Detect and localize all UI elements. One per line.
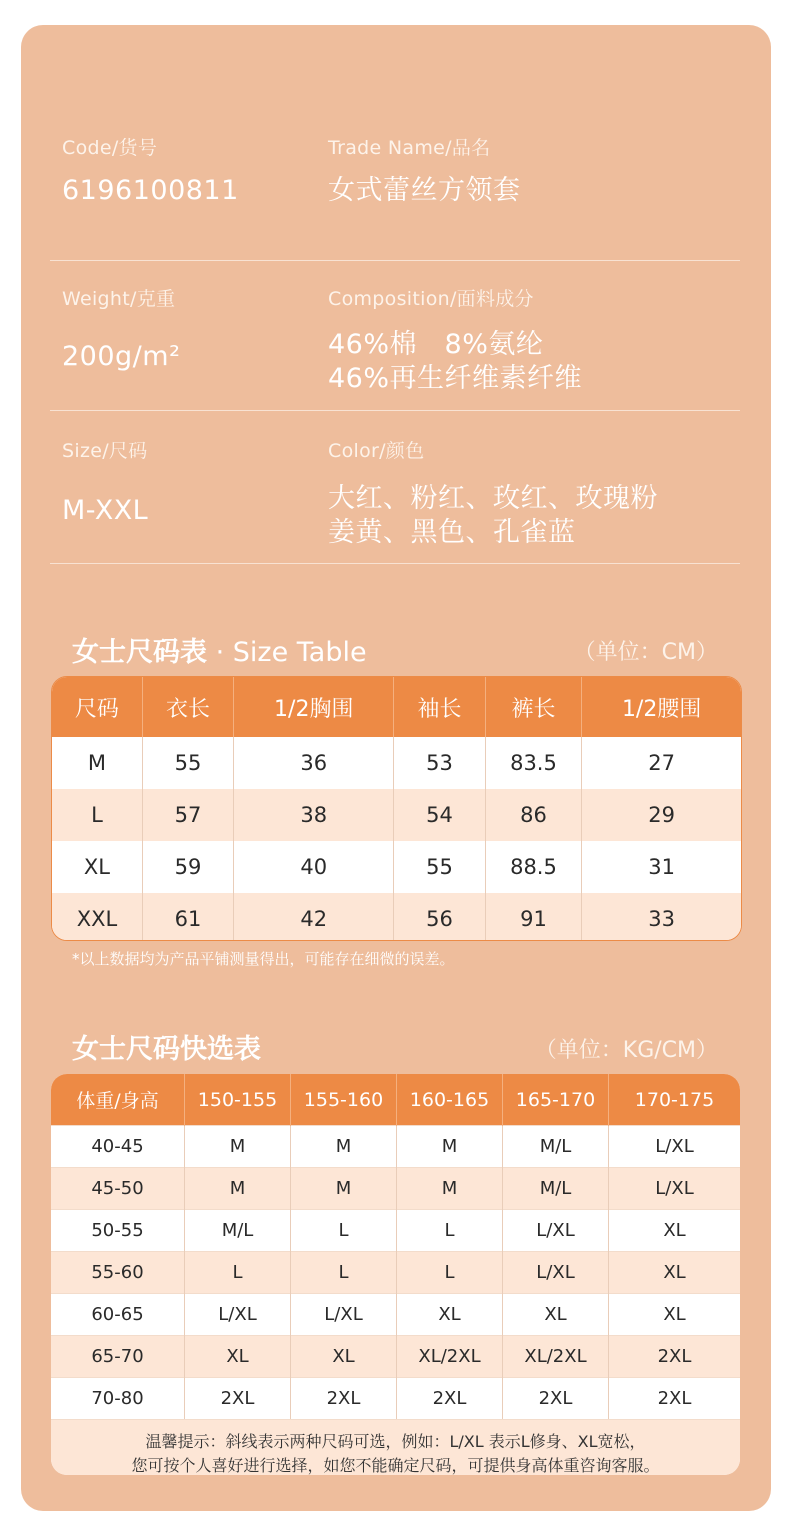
table-cell: 70-80	[51, 1378, 185, 1420]
table-cell: L/XL	[609, 1126, 741, 1168]
table-row	[51, 1168, 740, 1210]
table-cell: L/XL	[503, 1252, 609, 1294]
trade-name-value: 女式蕾丝方领套	[328, 175, 521, 206]
table-cell: L	[185, 1252, 291, 1294]
header-cell: 尺码	[52, 677, 142, 737]
table-cell: 55	[142, 737, 233, 789]
header-cell: 155-160	[291, 1074, 397, 1126]
table-cell: M	[397, 1126, 503, 1168]
table-row	[51, 1252, 740, 1294]
table-cell: 61	[142, 893, 233, 941]
size-value: M-XXL	[62, 495, 149, 526]
table-cell: 2XL	[609, 1378, 741, 1420]
header-cell: 体重/身高	[51, 1074, 185, 1126]
table-cell: M	[185, 1168, 291, 1210]
table-cell: 31	[648, 855, 676, 879]
header-cell: 袖长	[394, 677, 485, 737]
table-cell: 40	[234, 841, 394, 893]
table-cell: M/L	[503, 1126, 609, 1168]
table-cell: L	[397, 1210, 503, 1252]
table-cell: 36	[234, 737, 394, 789]
table-cell: 65-70	[51, 1336, 185, 1378]
table-cell: 60-65	[51, 1294, 185, 1336]
table-cell: 56	[394, 893, 485, 941]
table-cell: L/XL	[185, 1294, 291, 1336]
table-cell: XL	[291, 1336, 397, 1378]
table-cell: XL	[609, 1294, 741, 1336]
table-cell: M	[185, 1126, 291, 1168]
table-cell: 50-55	[51, 1210, 185, 1252]
table-cell: M/L	[185, 1210, 291, 1252]
weight-label: Weight/克重	[62, 288, 176, 310]
table-cell: 54	[394, 789, 485, 841]
sizing-tip	[51, 1419, 740, 1475]
table-cell: 91	[485, 893, 582, 941]
table-cell: L	[291, 1210, 397, 1252]
table-cell: 83.5	[485, 737, 582, 789]
table-cell: 45-50	[51, 1168, 185, 1210]
quick-table-header	[51, 1074, 740, 1126]
table-cell: XL	[609, 1210, 741, 1252]
table-cell: XL	[397, 1294, 503, 1336]
table-row	[52, 789, 741, 841]
table-cell: 55-60	[51, 1252, 185, 1294]
table-cell: 55	[394, 841, 485, 893]
table-cell: 57	[142, 789, 233, 841]
size-table	[51, 676, 742, 941]
header-cell: 衣长	[142, 677, 233, 737]
table-cell: XL	[609, 1252, 741, 1294]
table-cell: XL	[52, 841, 142, 893]
tip-line-2: 您可按个人喜好进行选择，如您不能确定尺码，可提供身高体重咨询客服。	[131, 1456, 660, 1475]
table-cell: XL	[503, 1294, 609, 1336]
divider	[50, 410, 740, 411]
table-cell: 2XL	[503, 1378, 609, 1420]
header-cell: 1/2胸围	[234, 677, 394, 737]
table-cell: M	[291, 1126, 397, 1168]
table-cell: 2XL	[397, 1378, 503, 1420]
size-table-unit: （单位：CM）	[573, 640, 718, 665]
table-cell: XL/2XL	[397, 1336, 503, 1378]
table-cell: L	[52, 789, 142, 841]
table-row	[51, 1294, 740, 1336]
table-row	[51, 1210, 740, 1252]
color-line-2: 姜黄、黑色、孔雀蓝	[328, 517, 576, 548]
table-cell: 59	[142, 841, 233, 893]
divider	[50, 260, 740, 261]
composition-label: Composition/面料成分	[328, 288, 534, 310]
size-table-header	[52, 677, 741, 737]
size-table-title-en: Size Table	[232, 637, 367, 668]
header-cell: 160-165	[397, 1074, 503, 1126]
header-cell: 裤长	[485, 677, 582, 737]
color-label: Color/颜色	[328, 440, 425, 462]
color-line-1: 大红、粉红、玫红、玫瑰粉	[328, 483, 658, 514]
table-cell: XL/2XL	[503, 1336, 609, 1378]
table-cell: XL	[185, 1336, 291, 1378]
table-cell: 40-45	[51, 1126, 185, 1168]
table-cell: 33	[582, 893, 741, 941]
quick-select-table	[51, 1074, 740, 1475]
tip-line-1: 温馨提示：斜线表示两种尺码可选，例如：L/XL 表示L修身、XL宽松，	[145, 1432, 646, 1451]
table-row	[52, 893, 741, 941]
table-cell: 2XL	[609, 1336, 741, 1378]
table-cell: M	[397, 1168, 503, 1210]
table-cell: L	[291, 1252, 397, 1294]
size-table-note: *以上数据均为产品平铺测量得出，可能存在细微的误差。	[72, 950, 455, 968]
header-cell: 150-155	[185, 1074, 291, 1126]
table-cell: L/XL	[609, 1168, 741, 1210]
table-row	[51, 1378, 740, 1420]
header-cell: 165-170	[503, 1074, 609, 1126]
table-cell: 29	[582, 789, 741, 841]
table-cell: XXL	[52, 893, 142, 941]
size-label: Size/尺码	[62, 440, 148, 462]
table-row	[51, 1126, 740, 1168]
table-row	[52, 737, 741, 789]
table-cell: 53	[394, 737, 485, 789]
size-table-title-cn: 女士尺码表	[72, 637, 207, 668]
table-cell: 38	[234, 789, 394, 841]
table-row	[52, 841, 741, 893]
table-cell: 42	[234, 893, 394, 941]
table-cell: 2XL	[185, 1378, 291, 1420]
size-table-title-sep: ·	[215, 637, 225, 668]
code-label: Code/货号	[62, 137, 158, 159]
table-cell: M	[291, 1168, 397, 1210]
table-cell: L/XL	[291, 1294, 397, 1336]
header-cell: 1/2腰围	[582, 677, 741, 737]
header-cell: 170-175	[609, 1074, 741, 1126]
quick-table-unit: （单位：KG/CM）	[534, 1038, 718, 1063]
divider	[50, 563, 740, 564]
table-cell: 86	[485, 789, 582, 841]
table-cell: M	[52, 737, 142, 789]
weight-value: 200g/m²	[62, 341, 181, 372]
quick-table-title: 女士尺码快选表	[72, 1034, 261, 1065]
table-cell: 2XL	[291, 1378, 397, 1420]
table-cell: 88.5	[485, 841, 582, 893]
table-cell: M/L	[503, 1168, 609, 1210]
table-cell: 27	[648, 751, 676, 775]
table-cell: L/XL	[503, 1210, 609, 1252]
table-row	[51, 1336, 740, 1378]
composition-line-2: 46%再生纤维素纤维	[328, 363, 583, 394]
size-table-title	[72, 630, 367, 669]
code-value: 6196100811	[62, 175, 239, 206]
table-cell: L	[397, 1252, 503, 1294]
trade-name-label: Trade Name/品名	[328, 137, 491, 159]
composition-line-1: 46%棉 8%氨纶	[328, 329, 544, 360]
